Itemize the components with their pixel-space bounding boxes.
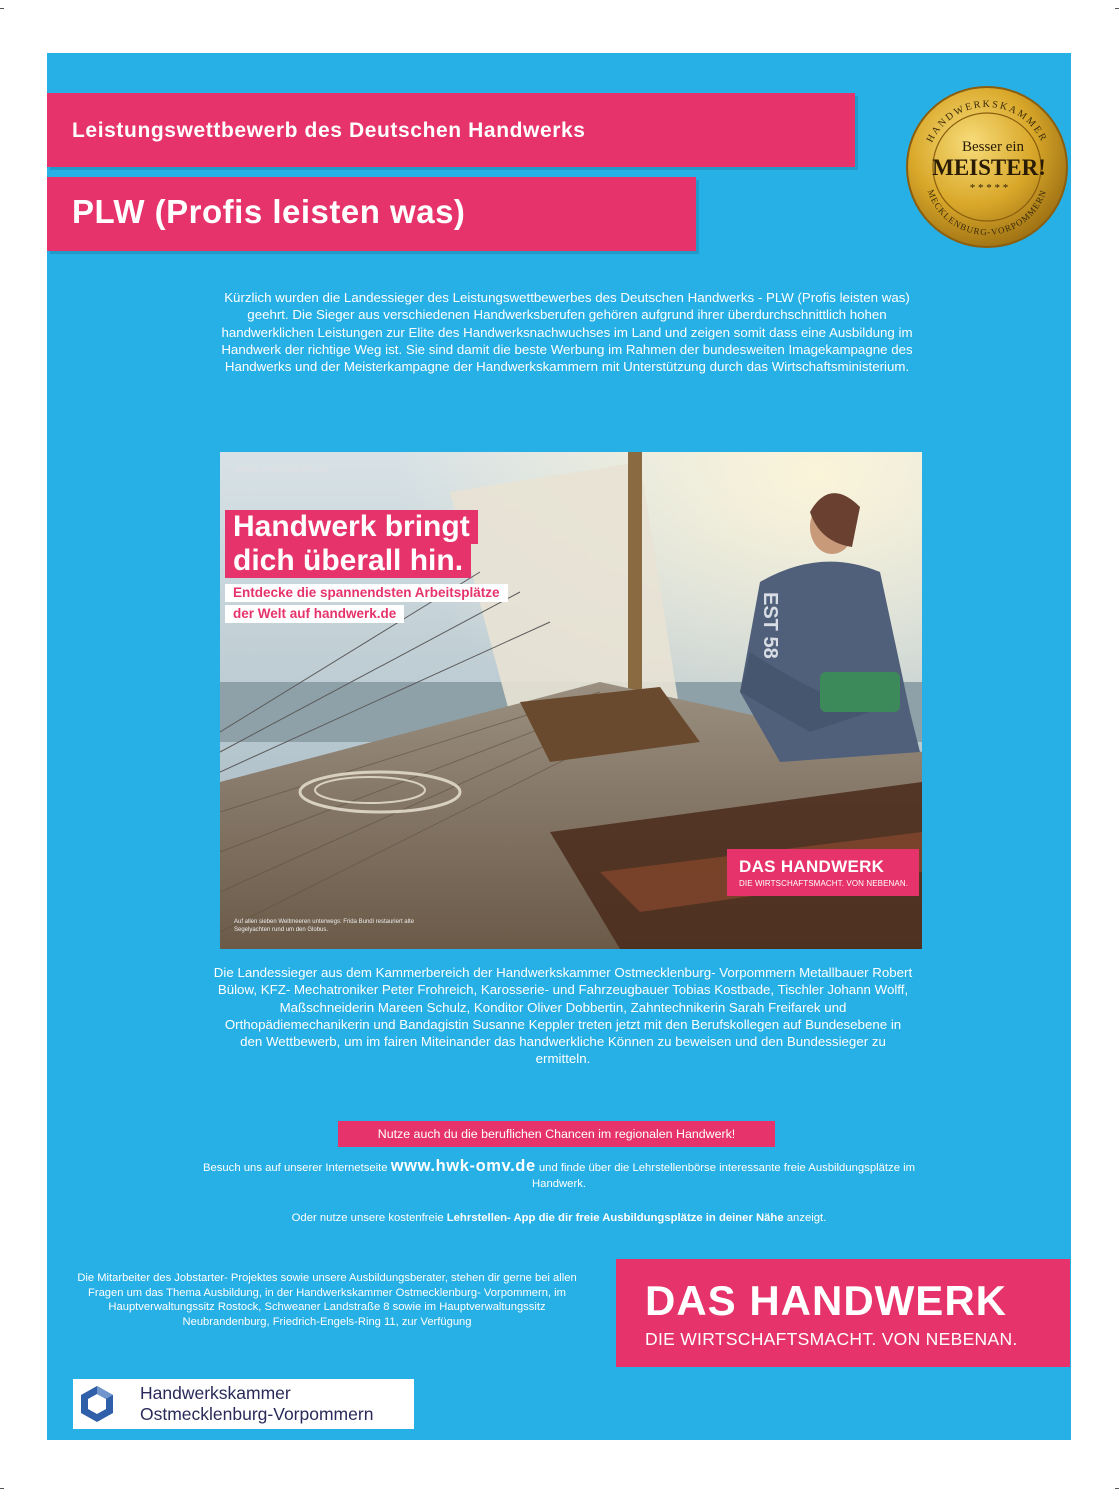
ad-caption: Auf allen sieben Weltmeeren unterwegs: Frida Bundi restauriert alte Segelyachten rund um den Globus.: [234, 919, 414, 933]
hwk-emblem-icon: [77, 1384, 117, 1424]
winners-paragraph: Die Landessieger aus dem Kammerbereich der Handwerkskammer Ostmecklenburg- Vorpommern Metallbauer Robert Bülow, KFZ- Mechatroniker Peter Frohreich, Karosserie- und Fahrzeugbauer Tobias Kostbade, Tischler Johann Wolff, Maßschneiderin Mareen Schulz, Konditor Oliver Dobbertin, Zahntechnikerin Sarah Freifarek und Orthopädiemechanikerin und Bandagistin Susanne Keppler treten jetzt mit den Berufskollegen auf Bundesebene in den Wettbewerb, um im fairen Miteinander das handwerkliche Können zu beweisen und den Bundessieger zu ermitteln.: [213, 965, 913, 1067]
app-after: anzeigt.: [783, 1212, 827, 1224]
subtitle: Leistungswettbewerb des Deutschen Handwerks: [72, 119, 586, 142]
cta-banner: Nutze auch du die beruflichen Chancen im regionalen Handwerk!: [338, 1121, 775, 1147]
visit-after: und finde über die Lehrstellenbörse interessante freie Ausbildungsplätze im Handwerk.: [532, 1162, 916, 1190]
contact-paragraph: Die Mitarbeiter des Jobstarter- Projektes sowie unsere Ausbildungsberater, stehen dir gerne bei allen Fragen um das Thema Ausbildung, in der Handwerkskammer Ostmecklenburg- Vorpommern, im Hauptverwaltungssitz Rostock, Schweaner Landstraße 8 sowie im Hauptverwaltungssitz Neubrandenburg, Friedrich-Engels-Ring 11, zur Verfügung: [77, 1272, 577, 1328]
ad-logo-title: DAS HANDWERK: [739, 857, 885, 876]
visit-paragraph: [197, 1158, 921, 1192]
crop-mark: [1115, 1488, 1119, 1489]
website-link[interactable]: www.hwk-omv.de: [390, 1157, 536, 1175]
visit-before: Besuch uns auf unserer Internetseite: [202, 1162, 391, 1174]
hwk-name-line2: Ostmecklenburg-Vorpommern: [140, 1404, 374, 1424]
ad-sub-2: der Welt auf handwerk.de: [225, 605, 404, 623]
crop-mark: [0, 1488, 4, 1489]
flyer-panel: [47, 53, 1071, 1440]
ad-image: [220, 452, 922, 949]
seal-stars: * * * * *: [969, 182, 1009, 194]
seal-arc-top: HANDWERKSKAMMER: [924, 98, 1050, 145]
hwk-logo: [73, 1379, 414, 1429]
ad-brand-logo: [727, 849, 919, 896]
ad-headline-1: Handwerk bringt: [225, 510, 478, 544]
ad-headline-2: dich überall hin.: [225, 544, 471, 578]
ad-url: WWW.HANDWERK.DE: [234, 464, 329, 474]
subtitle-bar: [47, 93, 855, 167]
app-paragraph: [197, 1210, 921, 1226]
brand-title: DAS HANDWERK: [645, 1277, 1007, 1324]
seal-arc-bottom: MECKLENBURG-VORPOMMERN: [925, 188, 1049, 238]
intro-paragraph: Kürzlich wurden die Landessieger des Leistungswettbewerbes des Deutschen Handwerks - PLW (Profis leisten was) geehrt. Die Sieger aus verschiedenen Handwerksberufen gehören aufgrund ihrer überdurchschnittlich hohen handwerklichen Leistungen zur Elite des Handwerksnachwuchses im Land und zeigen somit dass eine Ausbildung im Handwerk der richtige Weg ist. Sie sind damit die beste Werbung im Rahmen der bundesweiten Imagekampagne des Handwerks und der Meisterkampagne der Handwerkskammern mit Unterstützung durch das Wirtschaftsministerium.: [221, 290, 913, 375]
sweater-print: EST 58: [759, 592, 781, 659]
crop-mark: [0, 8, 4, 9]
title-bar: [47, 177, 696, 251]
seal-line2: MEISTER!: [932, 155, 1046, 180]
ad-logo-tagline: DIE WIRTSCHAFTSMACHT. VON NEBENAN.: [739, 879, 909, 888]
brand-tagline: DIE WIRTSCHAFTSMACHT. VON NEBENAN.: [645, 1329, 1018, 1349]
seal-line1: Besser ein: [961, 139, 1025, 155]
meister-seal: [905, 85, 1069, 249]
crop-mark: [1115, 8, 1119, 9]
ad-sub-1: Entdecke die spannendsten Arbeitsplätze: [225, 584, 508, 602]
app-before: Oder nutze unsere kostenfreie: [291, 1212, 447, 1224]
das-handwerk-logo: [616, 1259, 1070, 1367]
page-title: PLW (Profis leisten was): [72, 193, 466, 230]
app-highlight: Lehrstellen- App die dir freie Ausbildungsplätze in deiner Nähe: [446, 1212, 784, 1224]
hwk-name-line1: Handwerkskammer: [140, 1383, 291, 1403]
